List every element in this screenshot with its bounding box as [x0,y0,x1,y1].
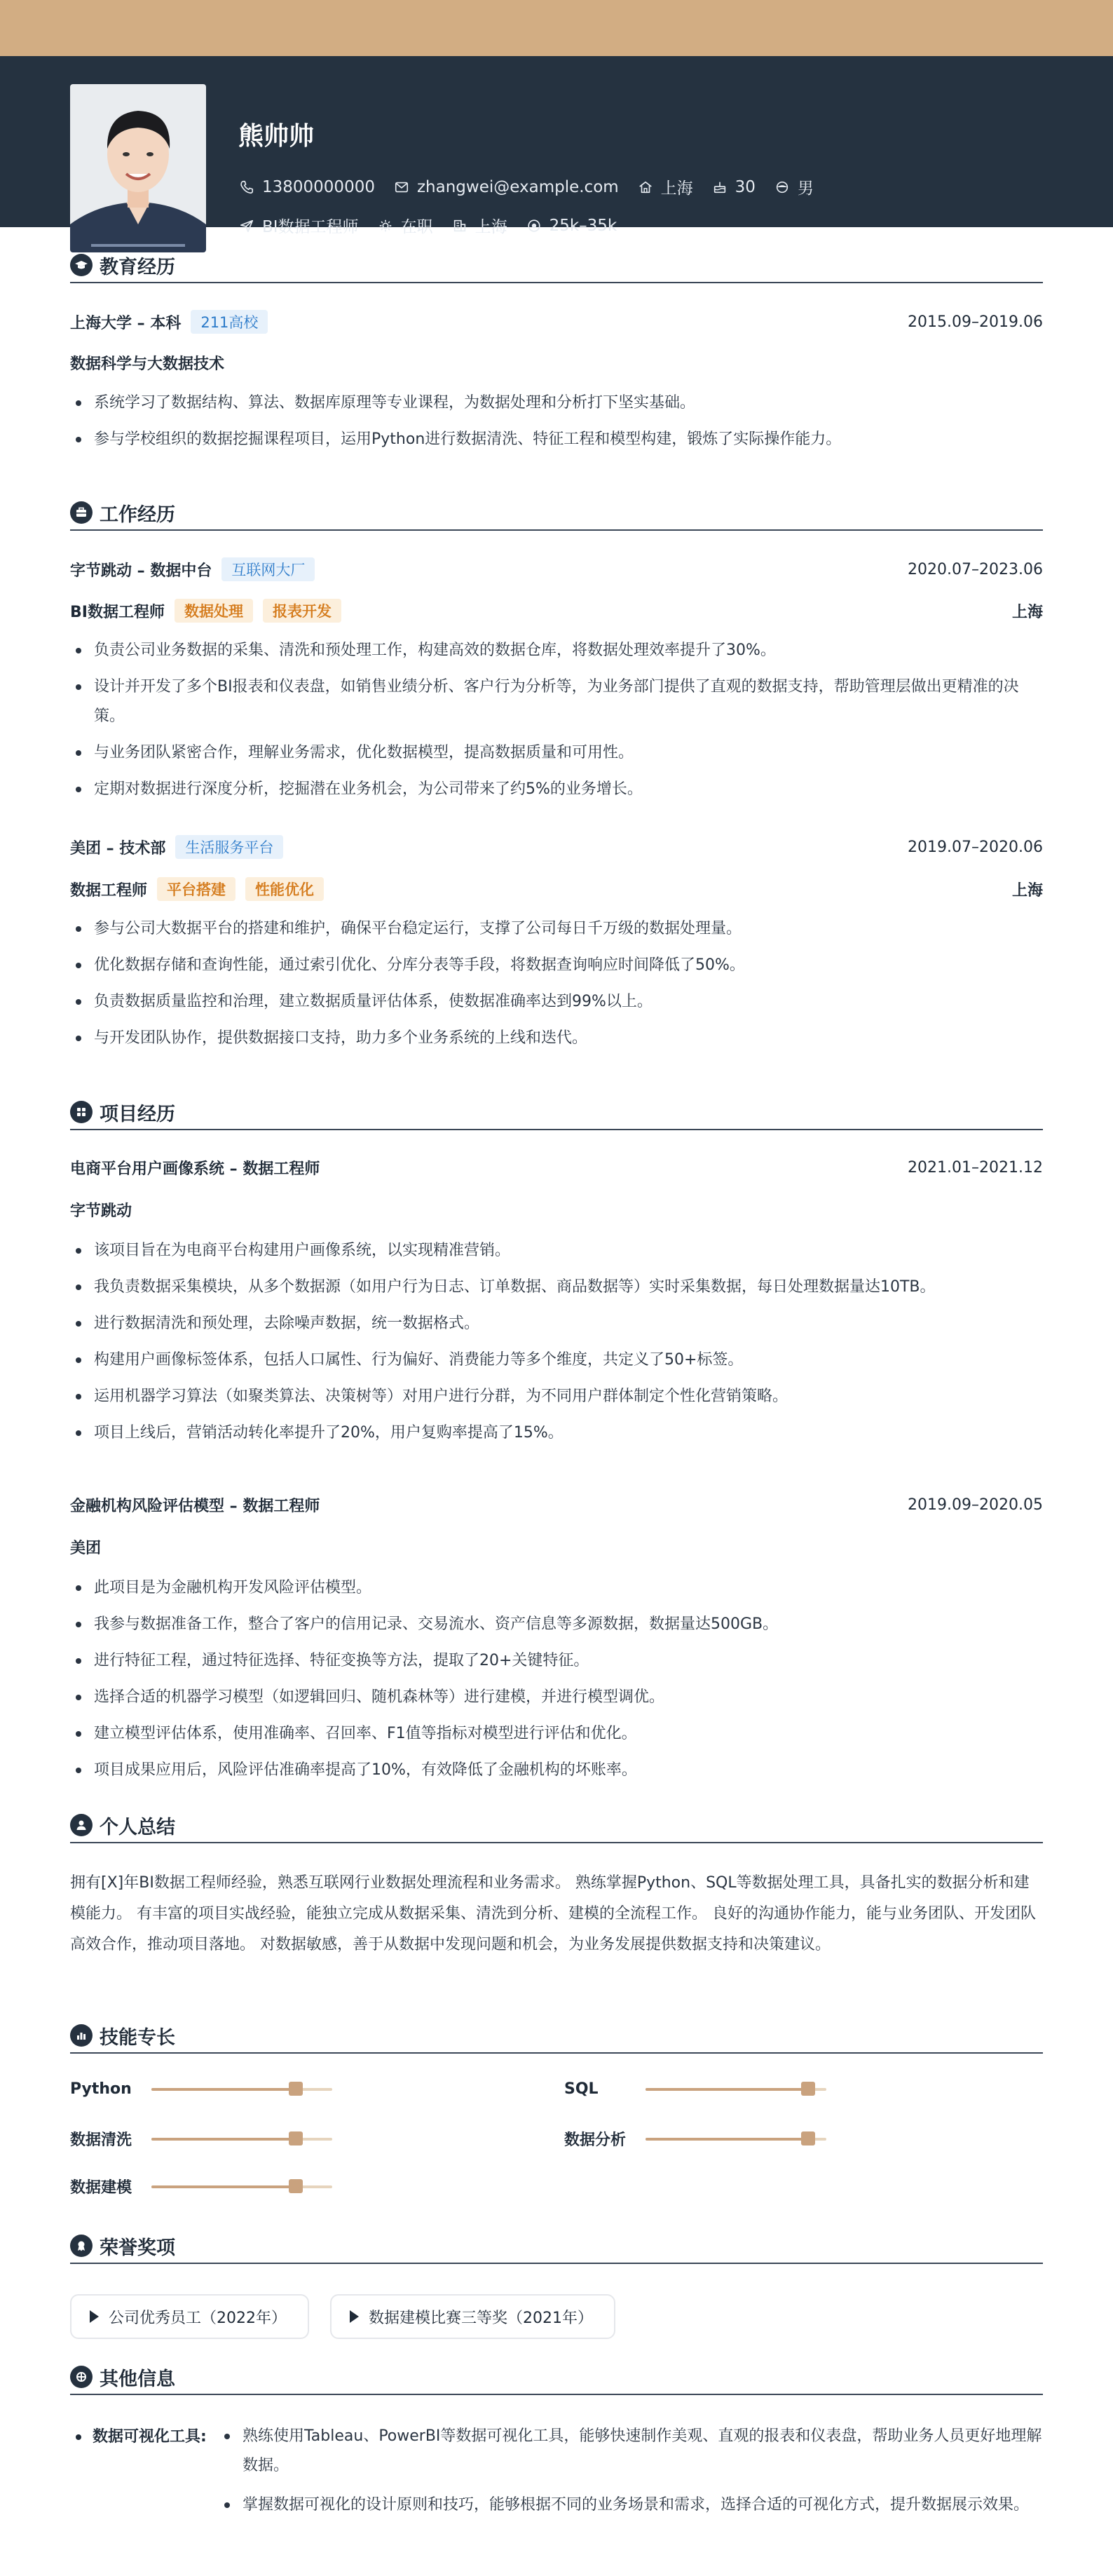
info-grid-icon [70,2366,93,2388]
job-company-row [70,835,1043,859]
target-job-item [238,214,359,237]
work-title: 工作经历 [100,503,175,526]
cake-icon [711,179,728,196]
gender-item [774,175,814,198]
pie-chart-icon [70,2024,93,2047]
list-item: 与业务团队紧密合作，理解业务需求，优化数据模型，提高数据质量和可用性。 [70,738,1043,768]
skill-item [70,2128,332,2150]
job-company-row [70,557,1043,581]
summary-heading [70,1808,1043,1843]
project-name: 电商平台用户画像系统 – 数据工程师 [70,1160,320,1178]
skill-bar [151,2138,332,2141]
home-icon [637,179,654,196]
education-section [70,248,1043,283]
building-icon [451,217,468,234]
email-text: zhangwei@example.com [416,177,619,196]
job-role: 数据工程师 [70,881,148,900]
list-item: 我负责数据采集模块，从多个数据源（如用户行为日志、订单数据、商品数据等）实时采集数据，每日处理数据量达10TB。 [70,1273,1043,1302]
role-tag: 数据处理 [175,599,253,623]
summary-section [70,1808,1043,1843]
skill-name: SQL [564,2080,599,2098]
skill-item [564,2128,826,2150]
skill-bar [151,2185,332,2188]
status-text: 在职 [400,218,433,236]
other-heading [70,2360,1043,2395]
list-item: 建立模型评估体系，使用准确率、召回率、F1值等指标对模型进行评估和优化。 [70,1719,1043,1749]
summary-text: 拥有[X]年BI数据工程师经验，熟悉互联网行业数据处理流程和业务需求。 熟练掌握Python、SQL等数据处理工具，具备扎实的数据分析和建模能力。 有丰富的项目实战经验，能独立完成从数据采集、清洗到分析、建模的全流程工作。 良好的沟通协作能力，能与业务团队、开发团队高效合作，推动项目落地。 对数据敏感，善于从数据中发现问题和机会，为业务发展提供数据支持和决策建议。 [70,1874,1036,1953]
role-tag: 性能优化 [245,877,324,901]
profile-photo [70,84,206,252]
award-icon [70,2235,93,2257]
bullet-dot [76,2434,81,2440]
list-item: 负责数据质量监控和治理，建立数据质量评估体系，使数据准确率达到99%以上。 [70,987,1043,1017]
awards-heading [70,2229,1043,2264]
send-icon [238,217,255,234]
award-item [70,2294,309,2339]
job-date: 2019.07–2020.06 [908,838,1043,856]
grid-icon [70,1101,93,1123]
company-tag: 生活服务平台 [175,835,283,859]
money-icon [526,217,542,234]
top-color-strip [0,0,1113,56]
skill-knob [801,2131,815,2145]
phone-item [238,178,375,196]
projects-heading [70,1095,1043,1130]
work-heading [70,496,1043,531]
other-title: 其他信息 [100,2368,175,2390]
skill-bar [646,2138,826,2141]
other-section [70,2360,1043,2395]
education-school-row [70,310,1043,334]
skill-knob [801,2082,815,2096]
list-item: 熟练使用Tableau、PowerBI等数据可视化工具，能够快速制作美观、直观的报表和仪表盘，帮助业务人员更好地理解数据。 [221,2422,1043,2481]
target-job-text: BI数据工程师 [262,218,359,236]
projects-section [70,1095,1043,1130]
list-item: 进行数据清洗和预处理，去除噪声数据，统一数据格式。 [70,1309,1043,1338]
major-name: 数据科学与大数据技术 [70,355,225,373]
project-date: 2021.01–2021.12 [908,1159,1043,1177]
job-role-row [70,877,1043,901]
salary-item [526,217,617,235]
target-city-text: 上海 [474,218,507,236]
list-item: 选择合适的机器学习模型（如逻辑回归、随机森林等）进行建模，并进行模型调优。 [70,1683,1043,1712]
award-item [330,2294,615,2339]
contact-row [238,175,832,198]
job-city: 上海 [1011,603,1043,621]
skills-title: 技能专长 [100,2026,175,2049]
school-name: 上海大学 – 本科 [70,314,182,332]
list-item: 我参与数据准备工作，整合了客户的信用记录、交易流水、资产信息等多源数据，数据量达500GB。 [70,1610,1043,1639]
project-org: 字节跳动 [70,1202,132,1220]
skill-item [564,2080,826,2098]
age-item [711,178,756,196]
awards-title: 荣誉奖项 [100,2237,175,2259]
user-icon [70,1814,93,1836]
skill-name: 数据清洗 [70,2131,132,2149]
award-text: 公司优秀员工（2022年） [109,2309,287,2327]
list-item: 参与公司大数据平台的搭建和维护，确保平台稳定运行，支撑了公司每日千万级的数据处理量。 [70,914,1043,944]
education-date: 2015.09–2019.06 [908,313,1043,331]
email-item [393,178,619,196]
education-bullets [70,388,1043,461]
skills-section [70,2019,1043,2054]
resume-header [0,56,1113,236]
graduation-cap-icon [70,254,93,276]
list-item: 优化数据存储和查询性能，通过索引优化、分库分表等手段，将数据查询响应时间降低了50%。 [70,951,1043,980]
project-name-row [70,1494,1043,1516]
status-item [377,214,433,237]
job-city: 上海 [1011,881,1043,900]
skill-knob [289,2082,303,2096]
school-tag: 211高校 [191,310,268,334]
list-item: 该项目旨在为电商平台构建用户画像系统，以实现精准营销。 [70,1236,1043,1266]
job-bullets [70,636,1043,811]
list-item: 此项目是为金融机构开发风险评估模型。 [70,1573,1043,1603]
list-item: 项目上线后，营销活动转化率提升了20%，用户复购率提高了15%。 [70,1418,1043,1448]
project-name-row [70,1157,1043,1179]
education-major-row [70,352,1043,374]
gender-text: 男 [797,179,814,198]
project-org-row [70,1199,1043,1221]
projects-title: 项目经历 [100,1103,175,1125]
candidate-name: 熊帅帅 [238,122,315,151]
education-heading [70,248,1043,283]
list-item: 参与学校组织的数据挖掘课程项目，运用Python进行数据清洗、特征工程和模型构建，锻炼了实际操作能力。 [70,425,1043,454]
list-item: 项目成果应用后，风险评估准确率提高了10%，有效降低了金融机构的坏账率。 [70,1756,1043,1785]
list-item: 构建用户画像标签体系，包括人口属性、行为偏好、消费能力等多个维度，共定义了50+标签。 [70,1345,1043,1375]
list-item: 进行特征工程，通过特征选择、特征变换等方法，提取了20+关键特征。 [70,1646,1043,1676]
other-bullets [221,2422,1043,2530]
job-bullets [70,914,1043,1060]
skill-item [70,2176,332,2197]
phone-text: 13800000000 [262,177,375,196]
salary-text: 25k–35k [549,216,617,235]
skill-name: 数据分析 [564,2131,627,2149]
skill-bar [151,2088,332,2091]
role-tag: 平台搭建 [157,877,235,901]
other-label: 数据可视化工具: [93,2428,207,2446]
job-row [238,214,635,237]
job-date: 2020.07–2023.06 [908,560,1043,578]
job-role-row [70,599,1043,623]
list-item: 运用机器学习算法（如聚类算法、决策树等）对用户进行分群，为不同用户群体制定个性化营销策略。 [70,1382,1043,1411]
project-org-row [70,1536,1043,1558]
hometown-text: 上海 [660,179,693,198]
work-section [70,496,1043,531]
project-date: 2019.09–2020.05 [908,1496,1043,1514]
triangle-icon [90,2310,99,2323]
project-bullets [70,1573,1043,1792]
skills-heading [70,2019,1043,2054]
list-item: 掌握数据可视化的设计原则和技巧，能够根据不同的业务场景和需求，选择合适的可视化方式，提升数据展示效果。 [221,2490,1043,2520]
status-icon [377,217,394,234]
company-tag: 互联网大厂 [221,557,315,581]
skill-bar [646,2088,826,2091]
project-org: 美团 [70,1540,102,1557]
mail-icon [393,179,410,196]
skill-knob [289,2179,303,2193]
summary-title: 个人总结 [100,1816,175,1838]
briefcase-icon [70,501,93,524]
award-text: 数据建模比赛三等奖（2021年） [369,2309,593,2327]
list-item: 定期对数据进行深度分析，挖掘潜在业务机会，为公司带来了约5%的业务增长。 [70,775,1043,804]
role-tag: 报表开发 [263,599,341,623]
age-text: 30 [735,177,756,196]
phone-icon [238,179,255,196]
list-item: 设计并开发了多个BI报表和仪表盘，如销售业绩分析、客户行为分析等，为业务部门提供了直观的数据支持，帮助管理层做出更精准的决策。 [70,672,1043,731]
education-title: 教育经历 [100,256,175,278]
project-name: 金融机构风险评估模型 – 数据工程师 [70,1498,320,1515]
gender-icon [774,179,791,196]
company-name: 字节跳动 – 数据中台 [70,562,212,580]
skill-knob [289,2131,303,2145]
awards-section [70,2229,1043,2264]
skill-name: 数据建模 [70,2179,132,2197]
skill-item [70,2080,332,2098]
job-role: BI数据工程师 [70,603,165,621]
hometown-item [637,175,693,198]
list-item: 与开发团队协作，提供数据接口支持，助力多个业务系统的上线和迭代。 [70,1024,1043,1053]
list-item: 系统学习了数据结构、算法、数据库原理等专业课程，为数据处理和分析打下坚实基础。 [70,388,1043,418]
list-item: 负责公司业务数据的采集、清洗和预处理工作，构建高效的数据仓库，将数据处理效率提升了30%。 [70,636,1043,665]
company-name: 美团 – 技术部 [70,839,166,857]
project-bullets [70,1236,1043,1455]
skill-name: Python [70,2080,132,2098]
triangle-icon [350,2310,359,2323]
target-city-item [451,214,507,237]
